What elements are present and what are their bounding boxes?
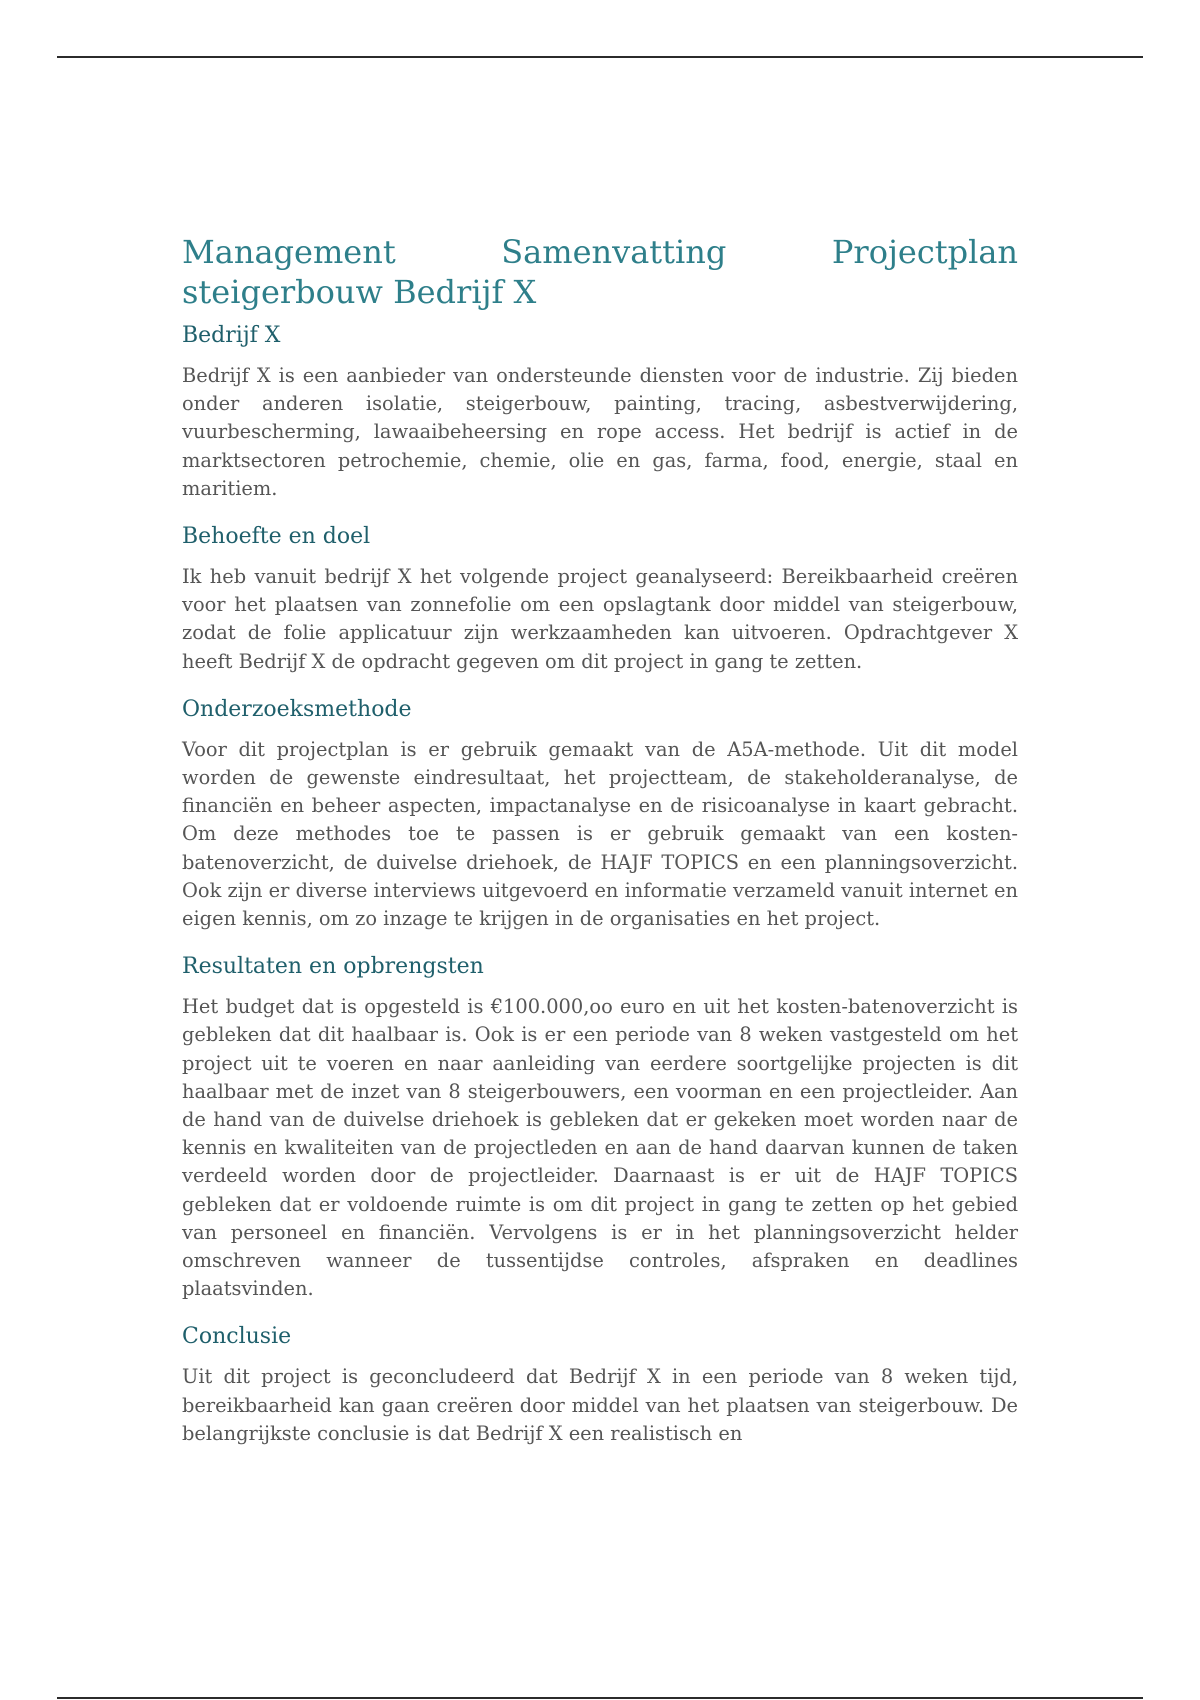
document-body (182, 232, 1018, 1468)
section-paragraph-bedrijf-x: Bedrijf X is een aanbieder van ondersteunde diensten voor de industrie. Zij bieden onder anderen isolatie, steigerbouw, painting, tracing, asbestverwijdering, vuurbescherming, lawaaibeheersing en rope access. Het bedrijf is actief in de marktsectoren petrochemie, chemie, olie en gas, farma, food, energie, staal en maritiem. (182, 364, 1018, 500)
title-word: Samenvatting (501, 233, 727, 271)
section-heading-behoefte-en-doel: Behoefte en doel (182, 524, 371, 550)
document-title-line-2: steigerbouw Bedrijf X (182, 273, 537, 311)
section-heading-conclusie: Conclusie (182, 1324, 292, 1350)
title-word: Management (182, 233, 396, 271)
title-word: Projectplan (831, 233, 1018, 271)
header-rule (57, 56, 1143, 58)
footer-rule (57, 1697, 1143, 1699)
section-heading-resultaten: Resultaten en opbrengsten (182, 954, 484, 980)
section-heading-bedrijf-x: Bedrijf X (182, 323, 281, 348)
section-paragraph-resultaten: Het budget dat is opgesteld is €100.000,oo euro en uit het kosten-batenoverzicht is gebleken dat dit haalbaar is. Ook is er een periode van 8 weken vastgesteld om het project uit te voeren en naar aanleiding van eerdere soortgelijke projecten is dit haalbaar met de inzet van 8 steigerbouwers, een voorman en een projectleider. Aan de hand van de duivelse driehoek is gebleken dat er gekeken moet worden naar de kennis en kwaliteiten van de projectleden en aan de hand daarvan kunnen de taken verdeeld worden door de projectleider. Daarnaast is er uit de HAJF TOPICS gebleken dat er voldoende ruimte is om dit project in gang te zetten op het gebied van personeel en financiën. Vervolgens is er in het planningsoverzicht helder omschreven wanneer de tussentijdse controles, afspraken en deadlines plaatsvinden. (182, 995, 1018, 1301)
section-paragraph-onderzoeksmethode: Voor dit projectplan is er gebruik gemaakt van de A5A-methode. Uit dit model worden de gewenste eindresultaat, het projectteam, de stakeholderanalyse, de financiën en beheer aspecten, impactanalyse en de risicoanalyse in kaart gebracht. Om deze methodes toe te passen is er gebruik gemaakt van een kosten-batenoverzicht, de duivelse driehoek, de HAJF TOPICS en een planningsoverzicht. Ook zijn er diverse interviews uitgevoerd en informatie verzameld vanuit internet en eigen kennis, om zo inzage te krijgen in de organisaties en het project. (182, 737, 1018, 931)
section-paragraph-conclusie: Uit dit project is geconcludeerd dat Bedrijf X in een periode van 8 weken tijd, bereikbaarheid kan gaan creëren door middel van het plaatsen van steigerbouw. De belangrijkste conclusie is dat Bedrijf X een realistisch en (182, 1365, 1018, 1445)
document-title (182, 232, 1018, 312)
section-heading-onderzoeksmethode: Onderzoeksmethode (182, 696, 412, 722)
document-title-line-1 (182, 232, 1018, 272)
section-paragraph-behoefte-en-doel: Ik heb vanuit bedrijf X het volgende project geanalyseerd: Bereikbaarheid creëren voor het plaatsen van zonnefolie om een opslagtank door middel van steigerbouw, zodat de folie applicatuur zijn werkzaamheden kan uitvoeren. Opdrachtgever X heeft Bedrijf X de opdracht gegeven om dit project in gang te zetten. (182, 565, 1018, 673)
